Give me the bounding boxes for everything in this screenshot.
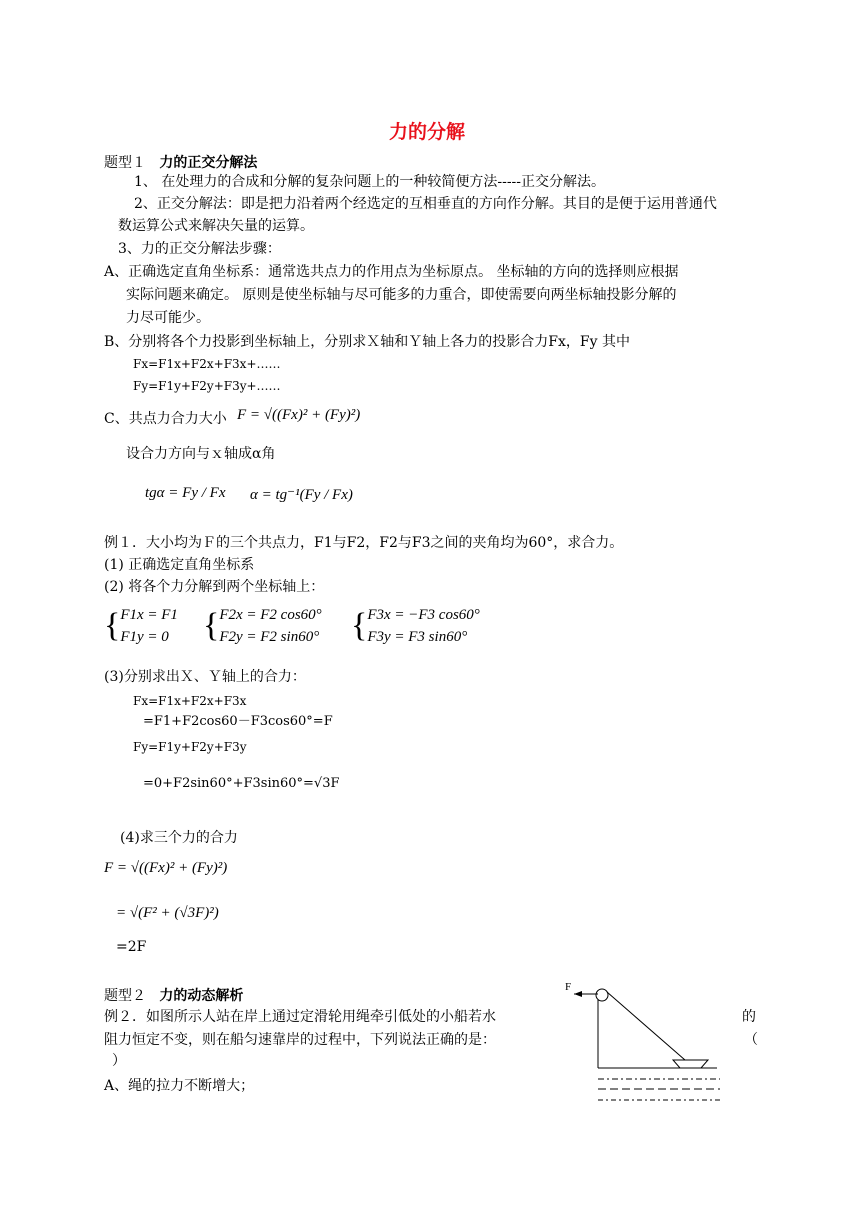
step-a-line-2: 实际问题来确定。 原则是使坐标轴与尽可能多的力重合，即使需要向两坐标轴投影分解的 xyxy=(126,287,677,303)
boat-icon xyxy=(673,1060,708,1068)
example-1-stem: 例１．大小均为Ｆ的三个共点力，F1与F2，F2与F3之间的夹角均为60°，求合力。 xyxy=(104,535,624,551)
eq-f3y: F3y = F3 sin60° xyxy=(367,629,468,645)
fx-sum: Fx=F1x+F2x+F3x+…… xyxy=(133,357,281,371)
page-title: 力的分解 xyxy=(389,122,466,143)
alpha-formula: α = tg⁻¹(Fy / Fx) xyxy=(250,487,353,503)
step-a-line-3: 力尽可能少。 xyxy=(126,310,210,326)
step-c-label: C、共点力合力大小 xyxy=(104,411,227,427)
section-heading-text: 力的动态解析 xyxy=(159,988,244,1004)
equation-system-f1: { F1x = F1 F1y = 0 xyxy=(104,604,178,648)
eq-f1y: F1y = 0 xyxy=(120,629,169,645)
eq-f2y: F2y = F2 sin60° xyxy=(219,629,320,645)
equation-system-f3: { F3x = −F3 cos60° F3y = F3 sin60° xyxy=(351,604,480,648)
example-1-step-1: (1) 正确选定直角坐标系 xyxy=(104,557,255,573)
eq-f3x: F3x = −F3 cos60° xyxy=(367,607,480,623)
angle-text: 设合力方向与ｘ轴成α角 xyxy=(126,446,276,462)
fy-line-2: =0+F2sin60°+F3sin60°=√3F xyxy=(143,776,340,791)
example-2-paren-open: （ xyxy=(744,1032,758,1048)
fx-line-1: Fx=F1x+F2x+F3x xyxy=(133,694,247,708)
example-2-line-1: 例２．如图所示人站在岸上通过定滑轮用绳牵引低处的小船若水 xyxy=(104,1009,496,1025)
fy-sum: Fy=F1y+F2y+F3y+…… xyxy=(133,379,281,393)
eq-f1x: F1x = F1 xyxy=(120,607,178,623)
step-b-line-1: B、分别将各个力投影到坐标轴上，分别求Ｘ轴和Ｙ轴上各力的投影合力Fx，Fy 其中 xyxy=(104,334,630,350)
rope xyxy=(607,992,685,1060)
eq-f2x: F2x = F2 cos60° xyxy=(219,607,322,623)
example-1-step-3: (3)分别求出Ｘ、Ｙ轴上的合力： xyxy=(104,669,306,685)
paragraph-1: 1、 在处理力的合成和分解的复杂问题上的一种较简便方法-----正交分解法。 xyxy=(134,174,606,190)
section-heading-num: 题型２ xyxy=(104,988,146,1004)
resultant-formula: F = √((Fx)² + (Fy)²) xyxy=(237,407,361,423)
paragraph-2-line-1: 2、正交分解法：即是把力沿着两个经选定的互相垂直的方向作分解。其目的是便于运用普通代 xyxy=(134,196,717,212)
section-heading-num: 题型１ xyxy=(104,155,146,171)
paragraph-3: 3、力的正交分解法步骤： xyxy=(118,241,281,257)
example-2-line-1-end: 的 xyxy=(742,1009,756,1025)
option-a: A、绳的拉力不断增大； xyxy=(104,1078,255,1094)
section-heading-1 xyxy=(104,152,257,172)
pulley-boat-figure xyxy=(560,976,730,1106)
tangent-formula: tgα = Fy / Fx xyxy=(145,485,226,501)
example-1-step-2: (2) 将各个力分解到两个坐标轴上： xyxy=(104,579,325,595)
section-heading-text: 力的正交分解法 xyxy=(159,155,258,171)
fy-line-1: Fy=F1y+F2y+F3y xyxy=(133,740,247,754)
fx-line-2: =F1+F2cos60－F3cos60°=F xyxy=(143,714,333,729)
example-2-line-2: 阻力恒定不变，则在船匀速靠岸的过程中，下列说法正确的是： xyxy=(104,1032,496,1048)
paragraph-2-line-2: 数运算公式来解决矢量的运算。 xyxy=(118,218,314,234)
section-heading-2 xyxy=(104,985,243,1005)
example-2-paren-close: ） xyxy=(112,1053,126,1069)
result-formula-2: = √(F² + (√3F)²) xyxy=(116,905,219,921)
example-1-step-4: (4)求三个力的合力 xyxy=(120,830,238,846)
result-formula-3: =2F xyxy=(116,939,147,955)
equation-system-f2: { F2x = F2 cos60° F2y = F2 sin60° xyxy=(203,604,322,648)
step-a-line-1: A、正确选定直角坐标系：通常选共点力的作用点为坐标原点。 坐标轴的方向的选择则应根据 xyxy=(104,264,679,280)
force-label: F xyxy=(565,981,572,993)
result-formula-1: F = √((Fx)² + (Fy)²) xyxy=(104,860,228,876)
pulley-icon xyxy=(596,989,608,1001)
force-arrowhead xyxy=(574,991,582,997)
